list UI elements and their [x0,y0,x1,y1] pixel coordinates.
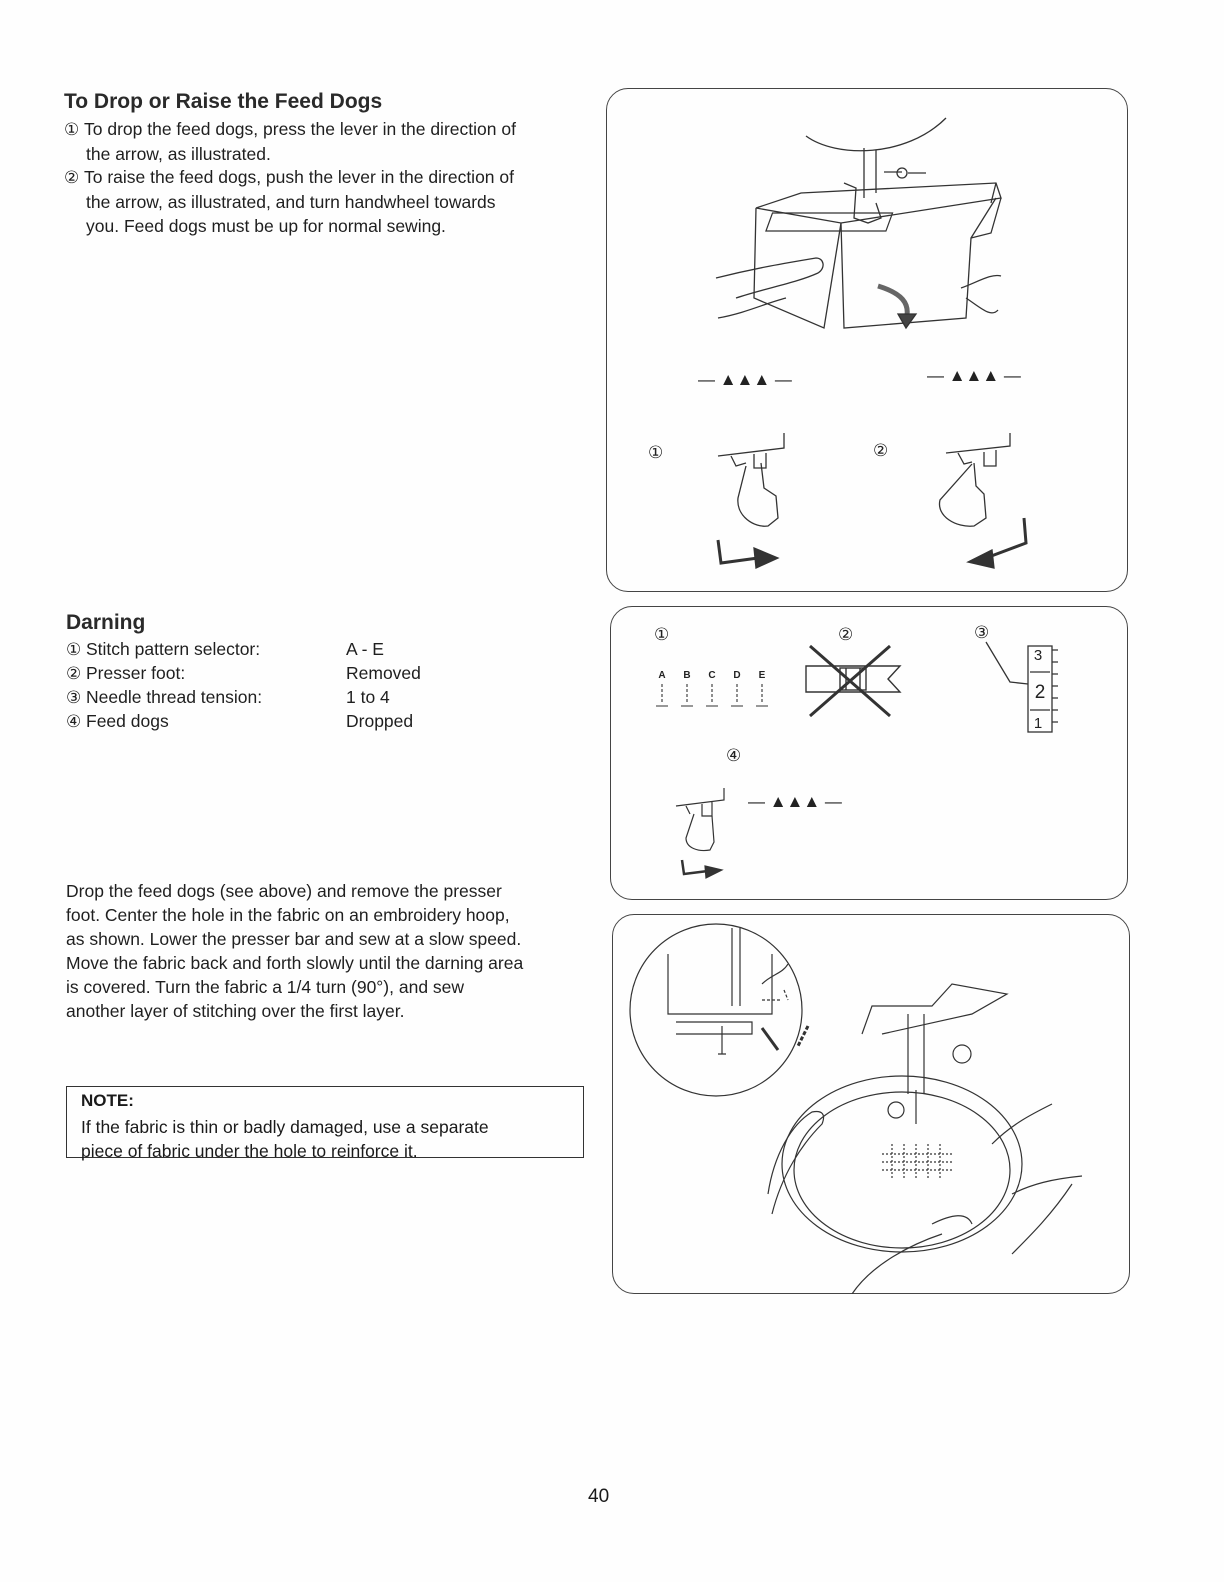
step-number: ① [64,120,80,139]
paragraph-line: Drop the feed dogs (see above) and remove the presser [66,881,502,901]
pattern-letter-a: A [658,670,666,681]
feed-dogs-up-symbol: — ▲▲▲ — [927,366,1021,385]
figure-marker-4: ④ [726,746,742,766]
setting-value: 1 to 4 [346,687,390,707]
pattern-letter-c: C [708,670,716,681]
pattern-letter-b: B [683,670,691,681]
paragraph-line: is covered. Turn the fabric a 1/4 turn (90°), and sew [66,977,465,997]
note-label: NOTE: [81,1091,134,1110]
setting-row-foot [66,663,185,684]
note-box [66,1086,584,1161]
figure-marker-1: ① [648,443,664,463]
paragraph-line: Move the fabric back and forth slowly until the darning area [66,953,524,973]
setting-value: A - E [346,639,384,659]
setting-label: Stitch pattern selector: [86,639,261,659]
setting-row-tension [66,687,262,708]
feed-dogs-down-symbol: — ▲▲▲ — [748,792,842,811]
figure-marker-3: ③ [974,623,990,643]
step-text: the arrow, as illustrated, and turn handwheel towards [86,192,496,212]
paragraph-line: as shown. Lower the presser bar and sew at a slow speed. [66,929,522,949]
pattern-letter-d: D [733,670,741,681]
figure-marker-1: ① [654,625,670,645]
setting-number: ④ [66,712,82,731]
step-text: you. Feed dogs must be up for normal sewing. [86,216,446,236]
page-number: 40 [588,1486,610,1507]
figure-marker-2: ② [838,625,854,645]
step-number: ② [64,168,80,187]
setting-row-feed [66,711,169,732]
paragraph-line: another layer of stitching over the first layer. [66,1001,405,1021]
setting-number: ③ [66,688,82,707]
tension-value-3: 3 [1033,647,1043,664]
note-line: If the fabric is thin or badly damaged, use a separate [81,1117,489,1137]
setting-value: Removed [346,663,421,683]
step-1 [64,117,516,166]
feed-dog-lever-illustration [606,88,1128,592]
embroidery-hoop-illustration [612,914,1130,1294]
setting-row-stitch [66,639,260,660]
note-line: piece of fabric under the hole to reinforce it. [81,1141,418,1161]
note-text [81,1115,571,1163]
feed-dogs-down-symbol: — ▲▲▲ — [698,370,792,389]
step-text: the arrow, as illustrated. [86,144,271,164]
setting-number: ① [66,640,82,659]
setting-label: Feed dogs [86,711,169,731]
tension-value-2: 2 [1034,682,1046,703]
setting-label: Needle thread tension: [86,687,263,707]
tension-value-1: 1 [1033,715,1043,732]
darning-settings-illustration [610,606,1128,900]
setting-label: Presser foot: [86,663,186,683]
darning-instructions [66,879,596,1023]
step-text: To drop the feed dogs, press the lever in the direction of [84,119,516,139]
step-text: To raise the feed dogs, push the lever in the direction of [84,167,514,187]
figure-marker-2: ② [873,441,889,461]
pattern-letter-e: E [758,670,766,681]
section-title-feed-dogs: To Drop or Raise the Feed Dogs [64,90,383,113]
step-2 [64,165,514,238]
section-title-darning: Darning [66,611,146,634]
setting-number: ② [66,664,82,683]
setting-value: Dropped [346,711,414,731]
paragraph-line: foot. Center the hole in the fabric on an embroidery hoop, [66,905,510,925]
